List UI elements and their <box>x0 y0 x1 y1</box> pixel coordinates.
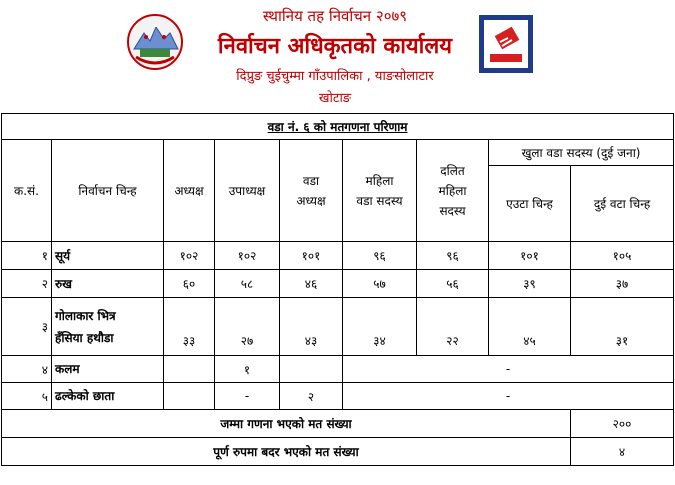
cell-open-two: ३७ <box>571 270 674 298</box>
row-symbol: कलम <box>52 356 164 383</box>
dalit-line2: महिला <box>438 183 467 198</box>
table-row <box>2 242 674 270</box>
row-sn: ३ <box>2 298 52 356</box>
women-line2: वडा सदस्य <box>356 193 403 208</box>
dalit-line1: दलित <box>440 163 465 178</box>
row-symbol <box>52 298 164 356</box>
col-header-open-two: दुई वटा चिन्ह <box>571 166 674 242</box>
total-votes-row <box>2 410 674 438</box>
col-header-sn: क.सं. <box>2 140 52 242</box>
cell-rest: - <box>343 383 674 410</box>
cell-chair <box>164 383 215 410</box>
symbol-line2: हँसिया हथौडा <box>55 330 114 345</box>
cell-ward-chair: २ <box>280 383 343 410</box>
cell-dalit: ९६ <box>417 242 489 270</box>
col-header-vice-chair: उपाध्यक्ष <box>215 140 280 242</box>
dalit-line3: सदस्य <box>439 203 466 218</box>
women-line1: महिला <box>365 173 394 188</box>
cell-vice-chair: १०२ <box>215 242 280 270</box>
col-header-open-member: खुला वडा सदस्य (दुई जना) <box>489 140 674 166</box>
ward-chair-line2: अध्यक्ष <box>296 193 326 208</box>
election-title: स्थानिय तह निर्वाचन २०७९ <box>262 7 408 25</box>
row-symbol: सूर्य <box>52 242 164 270</box>
cell-vice-chair: ५८ <box>215 270 280 298</box>
cell-ward-chair <box>280 356 343 383</box>
col-header-symbol: निर्वाचन चिन्ह <box>52 140 164 242</box>
cell-open-two: १०५ <box>571 242 674 270</box>
row-symbol: ढल्केको छाता <box>52 383 164 410</box>
col-header-women-member <box>343 140 417 242</box>
cell-open-two: ३१ <box>571 298 674 356</box>
cell-ward-chair: ४३ <box>280 298 343 356</box>
ward-chair-line1: वडा <box>302 173 320 188</box>
cell-vice-chair: - <box>215 383 280 410</box>
table-row <box>2 270 674 298</box>
row-sn: ५ <box>2 383 52 410</box>
row-sn: २ <box>2 270 52 298</box>
table-row <box>2 298 674 356</box>
cell-vice-chair: १ <box>215 356 280 383</box>
cell-women: ३४ <box>343 298 417 356</box>
col-header-chair: अध्यक्ष <box>164 140 215 242</box>
row-symbol: रुख <box>52 270 164 298</box>
table-row <box>2 356 674 383</box>
district-name: खोटाङ <box>318 91 352 106</box>
cell-dalit: ५६ <box>417 270 489 298</box>
cell-open-one: ४५ <box>489 298 571 356</box>
cell-open-one: ३९ <box>489 270 571 298</box>
cell-chair: १०२ <box>164 242 215 270</box>
cell-chair <box>164 356 215 383</box>
table-row <box>2 383 674 410</box>
invalid-votes-row <box>2 438 674 466</box>
cell-chair: ३३ <box>164 298 215 356</box>
municipality-name: दिप्रुङ चुईचुम्मा गाँउपालिका , याङसोलाटार <box>236 69 434 84</box>
nepal-emblem-icon <box>126 13 184 71</box>
cell-dalit: २२ <box>417 298 489 356</box>
table-title: वडा नं. ६ को मतगणना परिणाम <box>2 114 674 140</box>
cell-ward-chair: १०१ <box>280 242 343 270</box>
office-header <box>0 0 675 113</box>
symbol-line1: गोलाकार भित्र <box>55 308 116 323</box>
election-commission-logo-icon <box>478 14 534 74</box>
row-sn: १ <box>2 242 52 270</box>
office-name: निर्वाचन अधिकृतको कार्यालय <box>217 34 453 59</box>
vote-count-table <box>1 113 674 466</box>
invalid-votes-value: ४ <box>571 438 674 466</box>
col-header-ward-chair <box>280 140 343 242</box>
cell-open-one: १०१ <box>489 242 571 270</box>
cell-chair: ६० <box>164 270 215 298</box>
total-votes-label: जम्मा गणना भएको मत संख्या <box>2 410 571 438</box>
invalid-votes-label: पूर्ण रुपमा बदर भएको मत संख्या <box>2 438 571 466</box>
col-header-open-one: एउटा चिन्ह <box>489 166 571 242</box>
cell-women: ९६ <box>343 242 417 270</box>
cell-rest: - <box>343 356 674 383</box>
total-votes-value: २०० <box>571 410 674 438</box>
cell-ward-chair: ४६ <box>280 270 343 298</box>
cell-women: ५७ <box>343 270 417 298</box>
col-header-dalit-women <box>417 140 489 242</box>
row-sn: ४ <box>2 356 52 383</box>
cell-vice-chair: २७ <box>215 298 280 356</box>
